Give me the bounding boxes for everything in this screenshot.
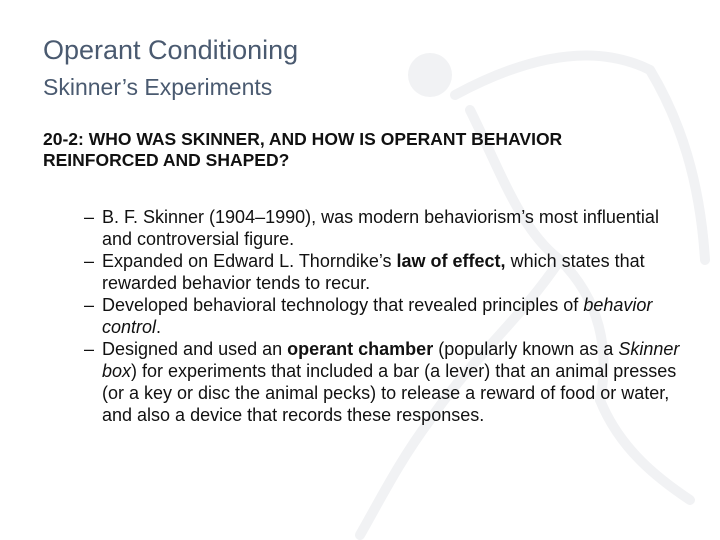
slide-subtitle: Skinner’s Experiments: [43, 74, 273, 100]
bullet-text: ) for experiments that included a bar (a lever) that an animal presses (or a key or disc the animal pecks) to release a reward of food or water, and also a device that records these responses.: [102, 361, 677, 425]
bold-term: law of effect,: [396, 251, 506, 271]
bullet-text: which states that rewarded behavior tends to recur.: [102, 251, 645, 293]
bullet-item: [84, 294, 684, 338]
bullet-text: (popularly known as a: [433, 339, 619, 359]
bullet-marker: –: [84, 251, 95, 271]
italic-term: behavior control: [102, 295, 653, 337]
bullet-marker: –: [84, 207, 95, 227]
bullet-text: Developed behavioral technology that revealed principles of: [102, 295, 584, 315]
bullet-text: .: [156, 317, 162, 337]
bullet-item: [84, 250, 684, 294]
slide-title: Operant Conditioning: [43, 35, 299, 65]
bullet-item: [84, 206, 684, 250]
bullet-text: B. F. Skinner (1904–1990), was modern behaviorism’s most influential and controversial figure.: [102, 207, 659, 249]
italic-term: Skinner box: [102, 339, 680, 381]
bullet-marker: –: [84, 339, 95, 359]
bullet-item: [84, 338, 684, 426]
bullet-marker: –: [84, 295, 95, 315]
bullet-text: Designed and used an: [102, 339, 288, 359]
bullet-list: [84, 206, 684, 426]
section-heading: 20-2: WHO WAS SKINNER, AND HOW IS OPERANT BEHAVIOR REINFORCED AND SHAPED?: [43, 129, 563, 170]
bullet-text: Expanded on Edward L. Thorndike’s: [102, 251, 397, 271]
bold-term: operant chamber: [287, 339, 434, 359]
